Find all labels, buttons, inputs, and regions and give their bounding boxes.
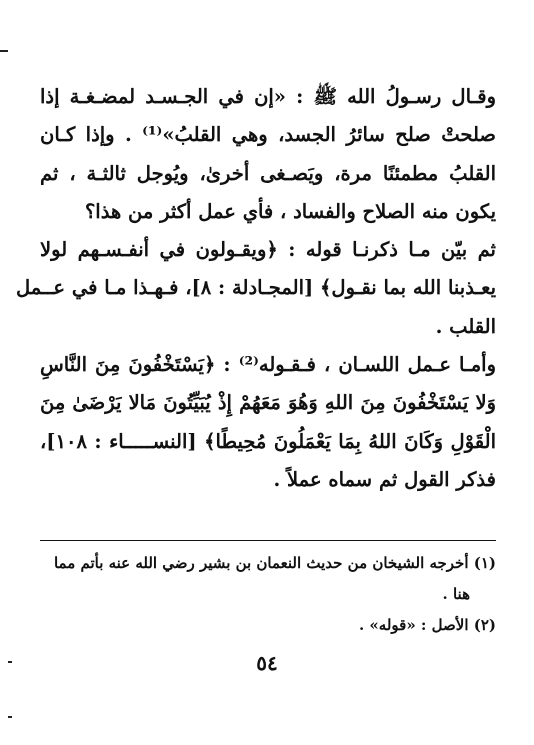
text-line: يعـذبنا الله بما نقـول﴾ [المجـادلة : ٨]، فـهـذا مـا في عــمل <box>15 276 496 300</box>
text-line: الْقَوْلِ وَكَانَ اللهُ بِمَا يَعْمَلُونَ مُحِيطًا﴾ [النســـــاء : ١٠٨]، <box>40 429 496 453</box>
paragraph-1 <box>40 78 496 231</box>
text-line: يكون منه الصلاح والفساد ، فأي عمل أكثر من هذا؟ <box>84 199 496 223</box>
text-line: القلب . <box>435 314 496 338</box>
text-line: فذكر القول ثم سماه عملاً . <box>273 467 496 491</box>
text-line: صلحتْ صلح سائرُ الجسد، وهي القلبُ»⁽¹⁾ . وإذا كـان <box>40 123 496 147</box>
footnotes <box>40 548 496 641</box>
margin-mark-bottom-left <box>8 661 12 663</box>
footnote-line: (١) أخرجه الشيخان من حديث النعمان بن بشير رضي الله عنه بأتم مما <box>53 554 496 572</box>
text-line: وَلا يَسْتَخْفُونَ مِنَ اللهِ وَهُوَ مَعَهُمْ إِذْ يُبَيِّتُونَ مَالا يَرْضَىٰ مِنَ <box>40 391 496 415</box>
footnote-divider <box>40 540 496 541</box>
footnote-line: هنا . <box>442 585 470 603</box>
margin-mark-lower-left <box>8 716 12 718</box>
text-line: وأمـا عـمل اللسـان ، فـقـوله⁽²⁾ : ﴿يَسْتَخْفُونَ مِنَ النَّاسِ <box>40 353 496 377</box>
footnote-line: (٢) الأصل : «قوله» . <box>358 616 496 634</box>
text-line: القلبُ مطمئنًا مرة، ويَصـغى أخرىٰ، ويُوجل ثالثـة ، ثم <box>40 161 496 185</box>
margin-mark-top-left <box>0 50 8 52</box>
main-text <box>15 78 496 499</box>
paragraph-2 <box>15 231 496 346</box>
paragraph-3 <box>40 346 496 499</box>
text-line: ثم بيّن مـا ذكرنـا قوله : ﴿ويقـولون في أنفـسـهم لولا <box>40 238 496 262</box>
page-number: ٥٤ <box>256 651 278 675</box>
text-line: وقـال رسـولُ الله ﷺ : «إن في الجـسـد لمضـغـة إذا <box>40 85 496 108</box>
